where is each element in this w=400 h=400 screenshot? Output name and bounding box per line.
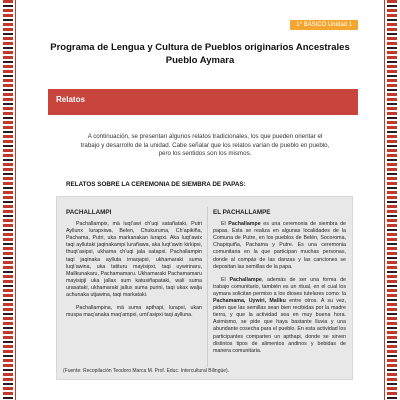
- aymara-paragraph: Pachallampix, mä luqt’awi ch’uqi satañataki, Putri Ayllunx lurapxiwa, Belen, Chukuruma, Ch’apikiña, Pachama, Putri, uka markanakan lurapxi. Aka luqt’awix taqi ayllutaki jaqinakampi lurañawa, aka luqt’awin kirkipxi, thuqt’asipxi, ukhama ch’uqi jala satapxi. Pachallampin taqi jaqinaka aylluta irnaqapxi, ukhamaraki suma luqt’awina, uka tatituru mayisipxi, taqi uywirinaru, Mallkunakaru, Pachamamaru. Ukhamaraki Pachamamaru mayisipji uka jallax sum katusiñapataki, wali suma urasataki, ukhamaraki jallux suma purini, taqi ukax walja achunaka utjawina, taqi markataki.: [66, 221, 203, 299]
- source-citation: (Fuente: Recopilación Teodoro Marca M. Prof. Educ. Intercultural Bilingüe).: [63, 368, 230, 374]
- section-title: Relatos: [56, 95, 85, 104]
- spanish-paragraph: El Pachallampe, además de ser una forma de trabajo comunitario, también es un ritual, en el cual los aymara solicitan permiso a los dioses tutelares como: la Pachamama, Uywiri, Mallku entre otros. A su vez, piden que las semillas sean bien recibidas por la madre tierra, y que la actividad sea en muy buena hora. Asimismo, se pide que haya bastante lluvia y una abundante cosecha para el pueblo. En esta actividad los participantes comparten un apthapi, donde se sirven distintos tipos de alimentos andinos y bebidas de manera comunitaria.: [213, 276, 347, 354]
- aymara-column-title: PACHALLAMPI: [66, 209, 112, 216]
- page-header: [0, 42, 400, 66]
- spanish-column-title: EL PACHALLAMPE: [213, 209, 271, 216]
- spanish-column: [213, 209, 346, 361]
- relatos-subheading: RELATOS SOBRE LA CEREMONIA DE SIEMBRA DE PAPAS:: [66, 181, 246, 188]
- aymara-paragraph: Pachallampina, mä suma apthapi, lurapxi, ukan muspa maq’anaka maq’ampxi, umt’asipxi taqi ayllunа.: [66, 305, 202, 319]
- aymara-column: [66, 209, 202, 325]
- relatos-text-box: [56, 196, 353, 380]
- section-title-bar: [48, 89, 358, 115]
- grade-unit-tab: 1° BÁSICO Unidad 1: [290, 20, 358, 30]
- program-title: Programa de Lengua y Cultura de Pueblos originarios Ancestrales: [50, 42, 350, 53]
- spanish-paragraph: El Pachallampe es una ceremonia de siembra de papas. Esta se realiza en algunas localidades de la Comuna de Putre, en los pueblos de Belén, Socoroma, Chapiquiña, Pachama y Putre. Es una ceremonia comunitaria en la que participan muchas personas, donde al compás de las danzas y las canciones se depositan las semillas de la papa.: [213, 221, 346, 270]
- column-divider: [207, 207, 208, 367]
- people-title: Pueblo Aymara: [165, 55, 235, 66]
- intro-paragraph: A continuación, se presentan algunos relatos tradicionales, los que pueden orientar el trabajo y desarrollo de la unidad. Cabe señalar que los relatos varían de pueblo en pueblo, pero los sentidos son los mismos.: [80, 133, 330, 157]
